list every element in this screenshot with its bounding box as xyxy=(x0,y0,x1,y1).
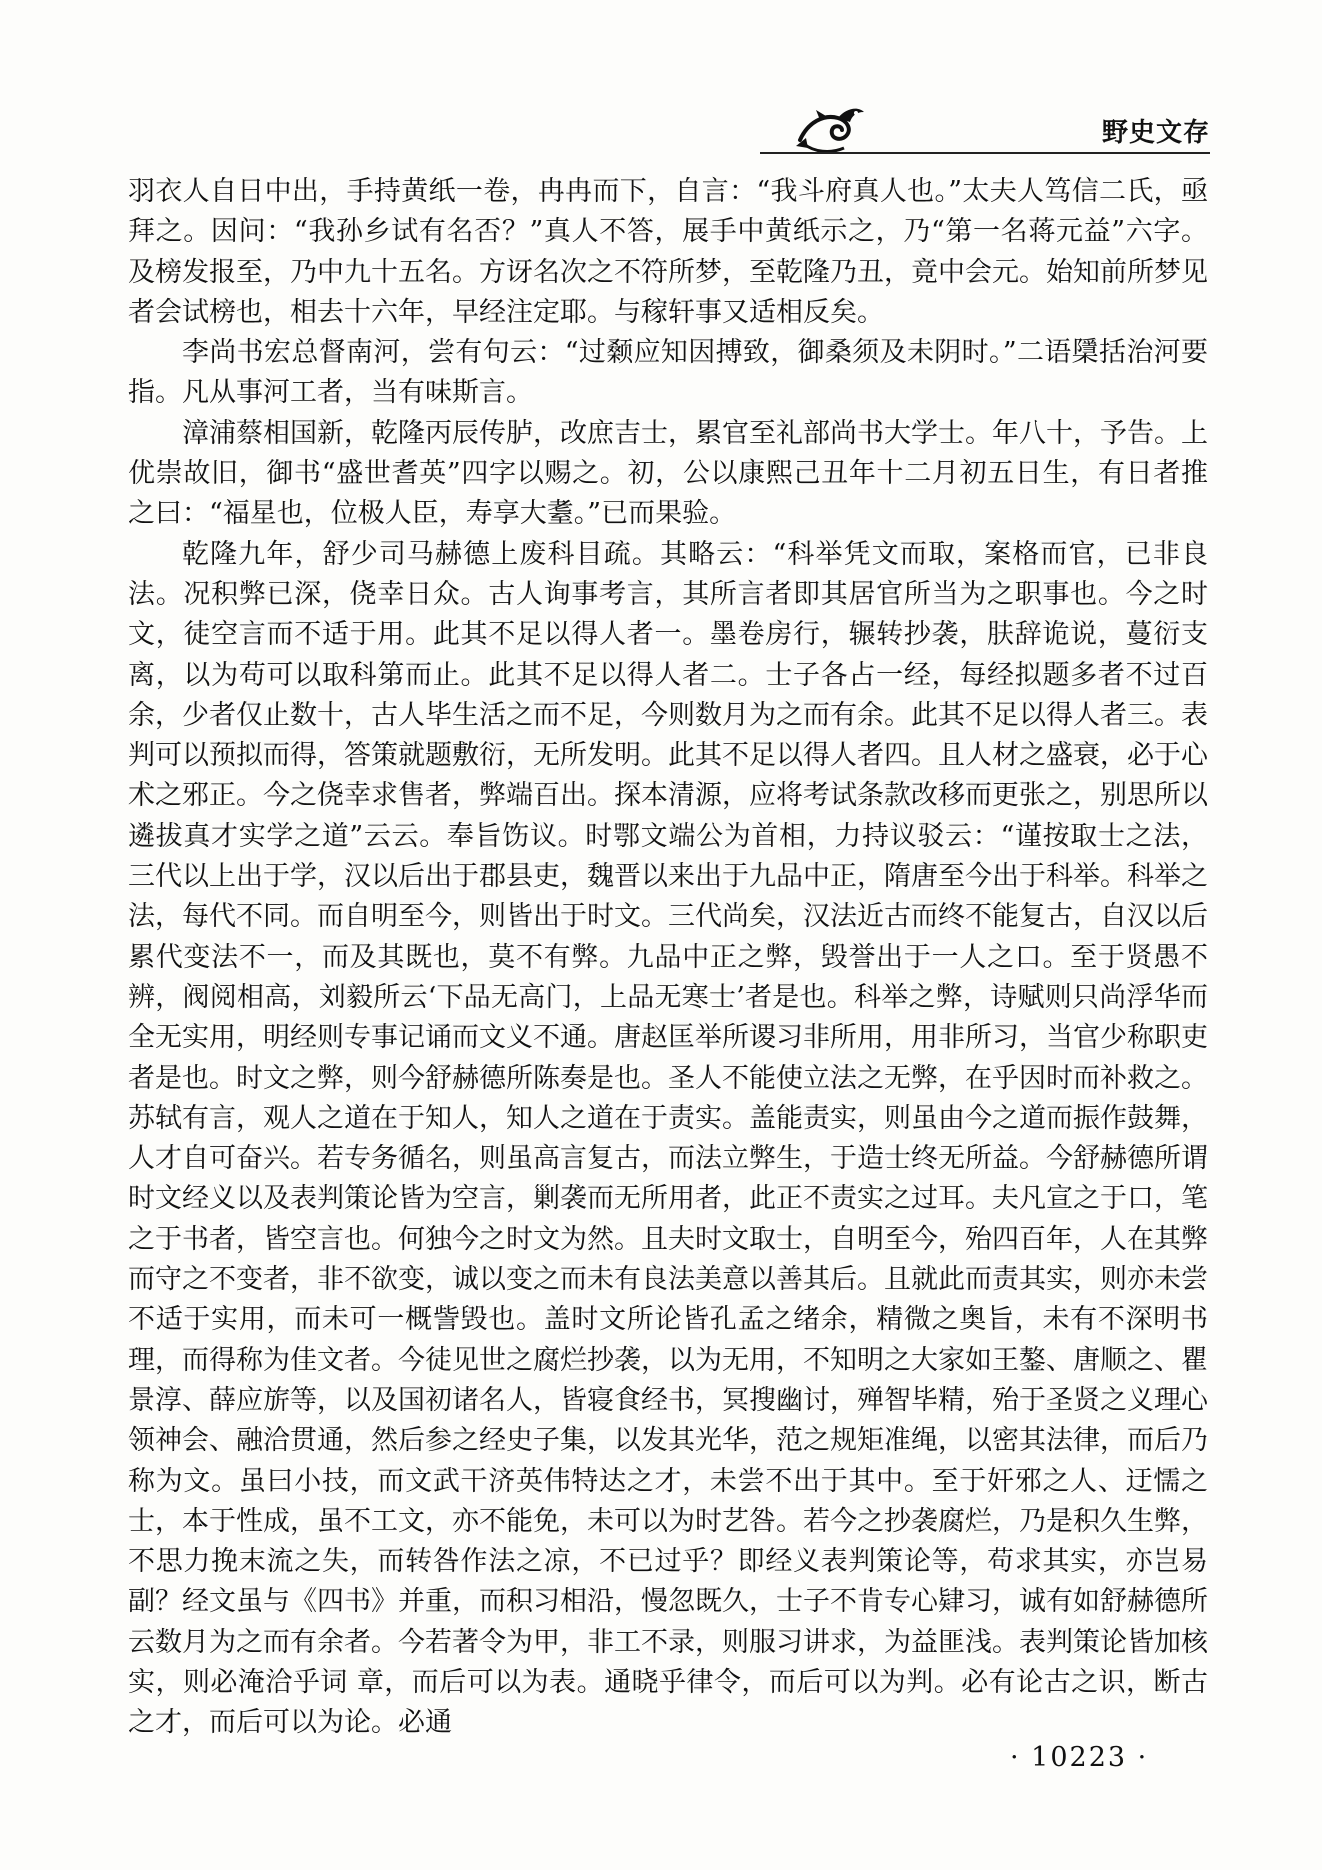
paragraph: 漳浦蔡相国新，乾隆丙辰传胪，改庶吉士，累官至礼部尚书大学士。年八十，予告。上优崇故旧，御书“盛世耆英”四字以赐之。初，公以康熙己丑年十二月初五日生，有日者推之曰：“福星也，位极人臣，寿享大耋。”已而果验。 xyxy=(128,417,1208,530)
dragon-emblem-icon xyxy=(790,100,870,160)
body-text xyxy=(128,172,1208,1744)
running-head-title: 野史文存 xyxy=(1101,118,1210,148)
paragraph: 乾隆九年，舒少司马赫德上废科目疏。其略云：“科举凭文而取，案格而官，已非良法。况积弊已深，侥幸日众。古人询事考言，其所言者即其居官所当为之职事也。今之时文，徒空言而不适于用。此其不足以得人者一。墨卷房行，辗转抄袭，肤辞诡说，蔓衍支离，以为苟可以取科第而止。此其不足以得人者二。士子各占一经，每经拟题多者不过百余，少者仅止数十，古人毕生活之而不足，今则数月为之而有余。此其不足以得人者三。表判可以预拟而得，答策就题敷衍，无所发明。此其不足以得人者四。且人材之盛衰，必于心术之邪正。今之侥幸求售者，弊端百出。探本清源，应将考试条款改移而更张之，别思所以遴拔真才实学之道”云云。奉旨饬议。时鄂文端公为首相，力持议驳云：“谨按取士之法，三代以上出于学，汉以后出于郡县吏，魏晋以来出于九品中正，隋唐至今出于科举。科举之法，每代不同。而自明至今，则皆出于时文。三代尚矣，汉法近古而终不能复古，自汉以后累代变法不一，而及其既也，莫不有弊。九品中正之弊，毁誉出于一人之口。至于贤愚不辨，阀阅相高，刘毅所云‘下品无高门，上品无寒士’者是也。科举之弊，诗赋则只尚浮华而全无实用，明经则专事记诵而文义不通。唐赵匡举所谡习非所用，用非所习，当官少称职吏者是也。时文之弊，则今舒赫德所陈奏是也。圣人不能使立法之无弊，在乎因时而补救之。苏轼有言，观人之道在于知人，知人之道在于责实。盖能责实，则虽由今之道而振作鼓舞，人才自可奋兴。若专务循名，则虽高言复古，而法立弊生，于造士终无所益。今舒赫德所谓时文经义以及表判策论皆为空言，剿袭而无所用者，此正不责实之过耳。夫凡宣之于口，笔之于书者，皆空言也。何独今之时文为然。且夫时文取士，自明至今，殆四百年，人在其弊而守之不变者，非不欲变，诚以变之而未有良法美意以善其后。且就此而责其实，则亦未尝不适于实用，而未可一概訾毁也。盖时文所论皆孔孟之绪余，精微之奥旨，未有不深明书理，而得称为佳文者。今徒见世之腐烂抄袭，以为无用，不知明之大家如王鏊、唐顺之、瞿景淳、薛应旂等，以及国初诸名人，皆寝食经书，冥搜幽讨，殚智毕精，殆于圣贤之义理心领神会、融洽贯通，然后参之经史子集，以发其光华，范之规矩准绳，以密其法律，而后乃称为文。虽曰小技，而文武干济英伟特达之才，未尝不出于其中。至于奸邪之人、迂懦之士，本于性成，虽不工文，亦不能免，未可以为时艺咎。若今之抄袭腐烂，乃是积久生弊，不思力挽末流之失，而转咎作法之凉，不已过乎？即经义表判策论等，苟求其实，亦岂易副？经文虽与《四书》并重，而积习相沿，慢忽既久，士子不肯专心肄习，诚有如舒赫德所云数月为之而有余者。今若著令为甲，非工不录，则服习讲求，为益匪浅。表判策论皆加核实，则必淹洽乎词 章，而后可以为表。通晓乎律令，而后可以为判。必有论古之识，断古之才，而后可以为论。必通 xyxy=(128,538,1208,1739)
page-number: · 10223 · xyxy=(1010,1742,1149,1773)
paragraph: 李尚书宏总督南河，尝有句云：“过颡应知因搏致，御桑须及未阴时。”二语檃括治河要指。凡从事河工者，当有味斯言。 xyxy=(128,337,1208,409)
page-header xyxy=(760,100,1230,170)
paragraph: 羽衣人自日中出，手持黄纸一卷，冉冉而下，自言：“我斗府真人也。”太夫人笃信二氏，亟拜之。因问：“我孙乡试有名否？”真人不答，展手中黄纸示之，乃“第一名蒋元益”六字。及榜发报至，乃中九十五名。方讶名次之不符所梦，至乾隆乃丑，竟中会元。始知前所梦见者会试榜也，相去十六年，早经注定耶。与稼轩事又适相反矣。 xyxy=(128,176,1208,328)
header-rule xyxy=(760,152,1210,154)
